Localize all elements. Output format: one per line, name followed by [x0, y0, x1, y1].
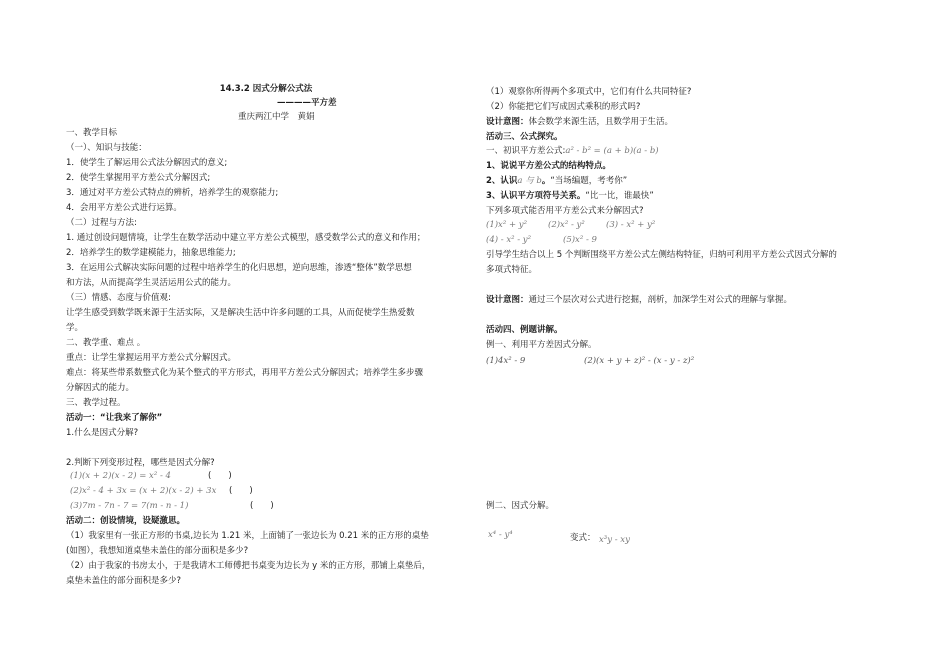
activity-heading: 活动四、例题讲解。 [486, 325, 563, 335]
activity-heading: 活动二：创设情境，设疑激思。 [66, 516, 186, 526]
option-1: (1)x² + y² [486, 220, 527, 230]
activity-heading: 活动三、公式探究。 [486, 132, 563, 142]
option-3: (3) - x² + y² [606, 220, 656, 230]
design-intent [486, 295, 792, 306]
example-2-2: x³y - xy [599, 535, 630, 545]
variant-label: 变式： [570, 533, 596, 543]
subsection-heading: （三）情感、态度与价值观: [66, 293, 171, 303]
formula-intro [486, 146, 659, 157]
process-item: 3．在运用公式解决实际问题的过程中培养学生的化归思想，逆向思维，渗透“整体”数学思想 [66, 263, 412, 273]
formula-step-label: 2、认识 [486, 176, 518, 186]
exercise-prompt: 下列多项式能否用平方差公式来分解因式? [486, 206, 644, 216]
example-1-2: (2)(x + y + z)² - (x - y - z)² [584, 356, 695, 366]
emotion-text: 让学生感受到数学既来源于生活实际，又是解决生活中许多问题的工具，从而促使学生热爱数 [66, 308, 415, 318]
process-item-cont: 和方法，从而提高学生灵活运用公式的能力。 [66, 278, 237, 288]
option-2: (2)x² - y² [548, 220, 585, 230]
scenario-text-cont: (如图），我想知道桌垫未盖住的部分面积是多少? [66, 546, 249, 556]
example-heading: 例一、利用平方差因式分解。 [486, 340, 597, 350]
answer-blank: ( ) [229, 486, 253, 496]
formula-step [486, 191, 654, 202]
section-heading: 一、教学目标 [66, 128, 118, 138]
author-line: 重庆两江中学 黄娟 [238, 112, 315, 122]
formula-step-quote: “比一比，谁最快” [585, 191, 654, 201]
question: （2）你能把它们写成因式乘积的形式吗? [486, 102, 641, 112]
formula-intro-label: 一、初识平方差公式: [486, 146, 566, 156]
scenario-text: （1）我家里有一张正方形的书桌,边长为 1.21 米，上面铺了一张边长为 0.21 米的正方形的桌垫 [66, 531, 429, 541]
section-heading: 三、教学过程。 [66, 398, 126, 408]
objective-item: 4．会用平方差公式进行运算。 [66, 203, 182, 213]
formula-step-punct: 。 [541, 176, 551, 186]
section-heading: 二、教学重、难点 。 [66, 338, 146, 348]
example-2-1: x⁴ - y⁴ [488, 530, 513, 540]
process-item: 2．培养学生的数学建模能力，抽象思维能力; [66, 248, 236, 258]
difference-of-squares-formula: a² - b² = (a + b)(a - b) [565, 146, 659, 156]
formula-judge-2: (2)x² - 4 + 3x = (x + 2)(x - 2) + 3x [70, 486, 217, 496]
document-subtitle: ————平方差 [277, 98, 337, 108]
answer-blank: ( ) [250, 501, 274, 511]
activity-heading: 活动一：“让我来了解你” [66, 413, 163, 423]
answer-blank: ( ) [208, 471, 232, 481]
formula-step [486, 176, 627, 187]
option-4: (4) - x² - y² [486, 235, 532, 245]
difficult-point-cont: 分解因式的能力。 [66, 383, 135, 393]
question: 2.判断下列变形过程，哪些是因式分解? [66, 458, 215, 468]
formula-judge-3: (3)7m - 7n - 7 = 7(m - n - 1) [70, 501, 189, 511]
key-point: 重点：让学生掌握运用平方差公式分解因式。 [66, 353, 237, 363]
subsection-heading: （二）过程与方法: [66, 218, 137, 228]
design-intent [486, 117, 673, 128]
scenario-text: （2）由于我家的书房太小，于是我请木工师傅把书桌变为边长为 y 米的正方形，那铺上桌垫后， [66, 561, 431, 571]
design-intent-text: 体会数学来源生活，且数学用于生活。 [528, 117, 674, 127]
design-intent-text: 通过三个层次对公式进行挖掘，剖析，加深学生对公式的理解与掌握。 [528, 295, 793, 305]
guide-text: 引导学生结合以上 5 个判断围绕平方差公式左侧结构特征，归纳可利用平方差公式因式分解的 [486, 250, 837, 260]
question: （1）观察你所得两个多项式中，它们有什么共同特征? [486, 87, 692, 97]
emotion-text-cont: 学。 [66, 323, 84, 333]
formula-step-quote: “当场编题，考考你” [550, 176, 628, 186]
formula-step-label: 3、认识平方项符号关系。 [486, 191, 586, 201]
formula-judge-1: (1)(x + 2)(x - 2) = x² - 4 [70, 471, 171, 481]
objective-item: 3．通过对平方差公式特点的辨析，培养学生的观察能力; [66, 188, 279, 198]
subsection-heading: （一）、知识与技能： [66, 143, 147, 153]
design-intent-label: 设计意图： [486, 117, 529, 127]
objective-item: 1．使学生了解运用公式法分解因式的意义; [66, 158, 228, 168]
example-heading: 例二、因式分解。 [486, 501, 555, 511]
scenario-text-cont: 桌垫未盖住的部分面积是多少? [66, 576, 182, 586]
document-title: 14.3.2 因式分解公式法 [219, 84, 313, 94]
guide-text-cont: 多项式特征。 [486, 265, 538, 275]
formula-vars: a 与 b [517, 176, 542, 186]
option-5: (5)x² - 9 [563, 235, 597, 245]
design-intent-label: 设计意图： [486, 295, 529, 305]
process-item: 1. 通过创设问题情境，让学生在数学活动中建立平方差公式模型，感受数学公式的意义和作用； [66, 233, 426, 243]
question: 1.什么是因式分解? [66, 428, 139, 438]
difficult-point: 难点：将某些带系数整式化为某个整式的平方形式，再用平方差公式分解因式；培养学生多步骤 [66, 368, 424, 378]
objective-item: 2．使学生掌握用平方差公式分解因式; [66, 173, 211, 183]
formula-step: 1、说说平方差公式的结构特点。 [486, 161, 611, 171]
example-1-1: (1)4x² - 9 [486, 356, 526, 366]
